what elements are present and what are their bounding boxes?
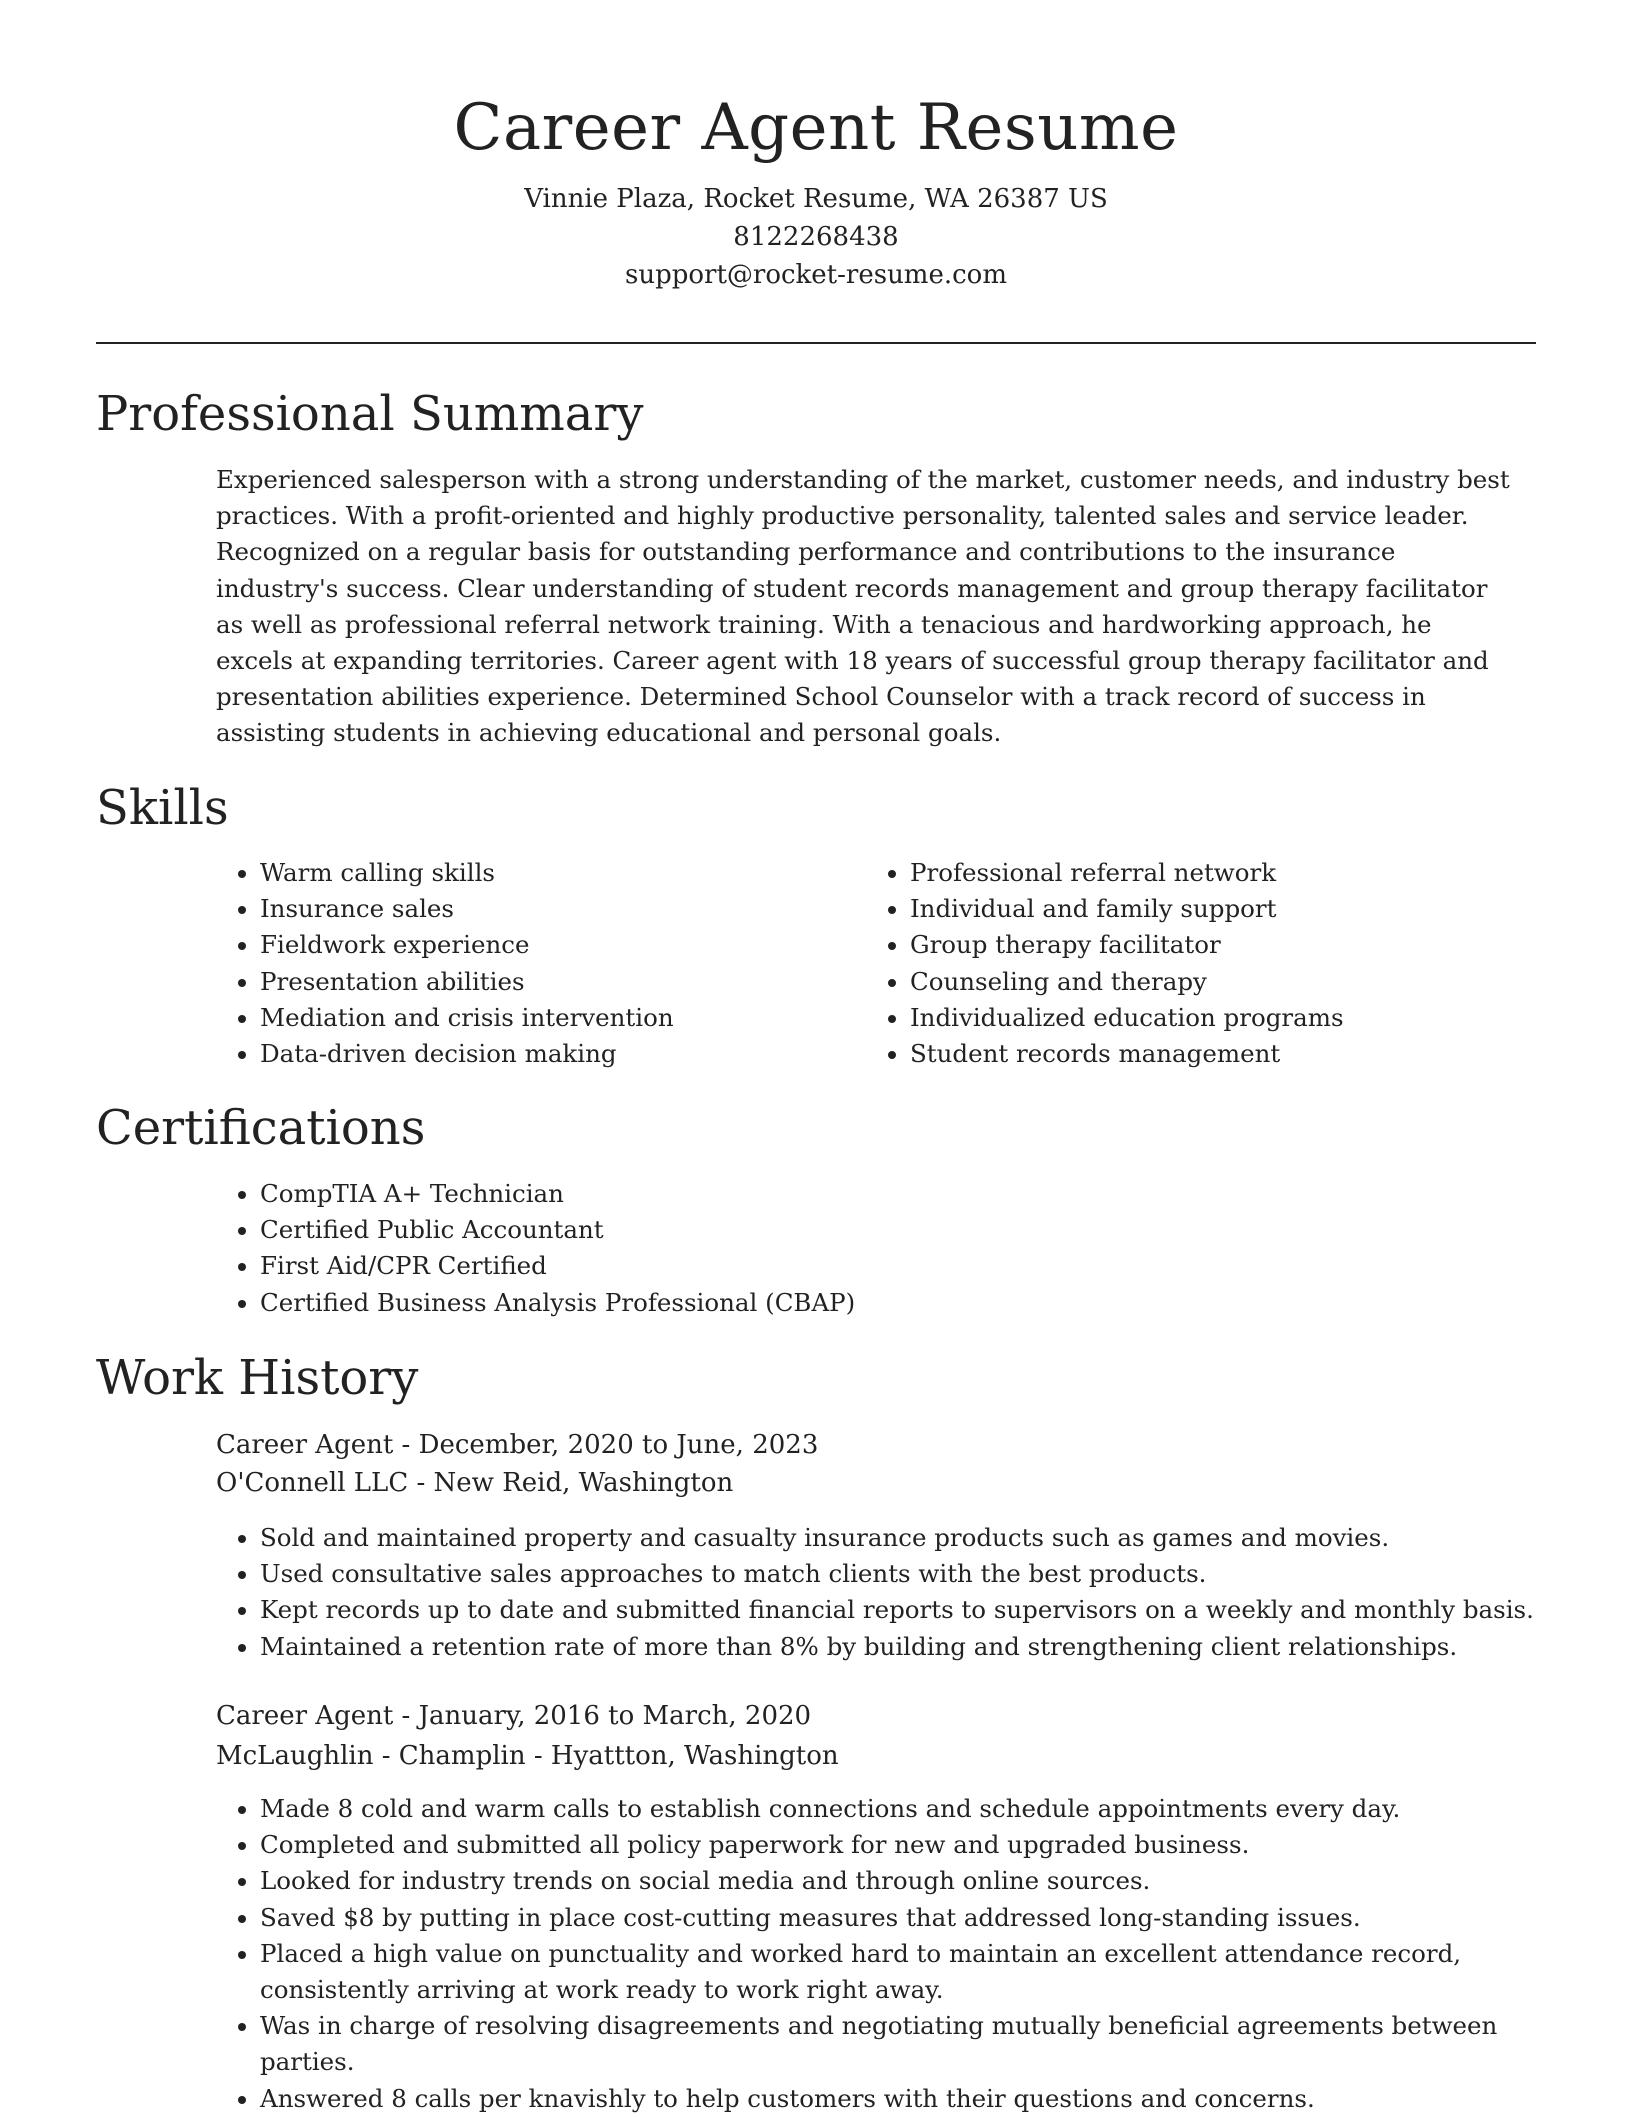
- job-2-bullets: [216, 1791, 1560, 2117]
- job-1-bullets: [216, 1520, 1600, 1665]
- list-item: • Individual and family support: [910, 891, 1510, 927]
- list-item: • Certified Public Accountant: [260, 1212, 1560, 1248]
- job-1-company: [216, 1464, 733, 1502]
- list-item: • Placed a high value on punctuality and worked hard to maintain an excellent attendance record, consistently arriving at work ready to work right away.: [260, 1936, 1560, 2008]
- list-item: • Counseling and therapy: [910, 964, 1510, 1000]
- list-item: • Certified Business Analysis Professional (CBAP): [260, 1285, 1560, 1321]
- header-divider: [96, 342, 1536, 344]
- section-title-summary: Professional Summary: [96, 386, 644, 442]
- job-dates: - January, 2016 to March, 2020: [393, 1701, 812, 1731]
- list-item: • CompTIA A+ Technician: [260, 1176, 1560, 1212]
- contact-address: Vinnie Plaza, Rocket Resume, WA 26387 US: [524, 184, 1108, 214]
- skills-list-left: [216, 855, 860, 1072]
- list-item: • Group therapy facilitator: [910, 927, 1510, 963]
- section-title-skills: Skills: [96, 780, 229, 836]
- contact-phone: 8122268438: [733, 222, 899, 252]
- skills-list-right: [866, 855, 1510, 1072]
- summary-text: Experienced salesperson with a strong understanding of the market, customer needs, and industry best practices. With a profit-oriented and highly productive personality, talented sales and service leader. Recognized on a regular basis for outstanding performance and contributions to the insurance industry's success. Clear understanding of student records management and group therapy facilitator as well as professional referral network training. With a tenacious and hardworking approach, he excels at expanding territories. Career agent with 18 years of successful group therapy facilitator and presentation abilities experience. Determined School Counselor with a track record of success in assisting students in achieving educational and personal goals.: [216, 465, 1510, 748]
- job-company: O'Connell LLC: [216, 1468, 409, 1498]
- resume-name: Career Agent Resume: [453, 91, 1179, 165]
- job-company: McLaughlin - Champlin: [216, 1741, 526, 1771]
- resume-header: [0, 0, 1632, 294]
- section-title-certifications: Certifications: [96, 1100, 426, 1156]
- job-role: Career Agent: [216, 1430, 394, 1460]
- job-2-title: [216, 1697, 811, 1735]
- job-location: - New Reid, Washington: [408, 1468, 734, 1498]
- list-item: • Fieldwork experience: [260, 927, 860, 963]
- list-item: • Maintained a retention rate of more than 8% by building and strengthening client relationships.: [260, 1629, 1600, 1665]
- list-item: • Individualized education programs: [910, 1000, 1510, 1036]
- list-item: • Insurance sales: [260, 891, 860, 927]
- list-item: • Professional referral network: [910, 855, 1510, 891]
- list-item: • Mediation and crisis intervention: [260, 1000, 860, 1036]
- list-item: • Was in charge of resolving disagreements and negotiating mutually beneficial agreements between parties.: [260, 2008, 1560, 2080]
- job-location: - Hyattton, Washington: [525, 1741, 839, 1771]
- section-title-work-history: Work History: [96, 1350, 419, 1406]
- job-dates: - December, 2020 to June, 2023: [393, 1430, 819, 1460]
- certifications-list: [216, 1176, 1560, 1321]
- list-item: • Kept records up to date and submitted financial reports to supervisors on a weekly and monthly basis.: [260, 1592, 1600, 1628]
- list-item: • Looked for industry trends on social media and through online sources.: [260, 1863, 1560, 1899]
- contact-block: [0, 180, 1632, 294]
- list-item: • Student records management: [910, 1036, 1510, 1072]
- list-item: • Used consultative sales approaches to match clients with the best products.: [260, 1556, 1600, 1592]
- job-2-company: [216, 1737, 839, 1775]
- list-item: • Answered 8 calls per knavishly to help customers with their questions and concerns.: [260, 2081, 1560, 2117]
- contact-email: support@rocket-resume.com: [624, 260, 1007, 290]
- list-item: • Sold and maintained property and casualty insurance products such as games and movies.: [260, 1520, 1600, 1556]
- list-item: • First Aid/CPR Certified: [260, 1248, 1560, 1284]
- list-item: • Completed and submitted all policy paperwork for new and upgraded business.: [260, 1827, 1560, 1863]
- list-item: • Presentation abilities: [260, 964, 860, 1000]
- list-item: • Made 8 cold and warm calls to establish connections and schedule appointments every day.: [260, 1791, 1560, 1827]
- list-item: • Saved $8 by putting in place cost-cutting measures that addressed long-standing issues.: [260, 1900, 1560, 1936]
- list-item: • Warm calling skills: [260, 855, 860, 891]
- job-role: Career Agent: [216, 1701, 394, 1731]
- list-item: • Data-driven decision making: [260, 1036, 860, 1072]
- job-1-title: [216, 1426, 818, 1464]
